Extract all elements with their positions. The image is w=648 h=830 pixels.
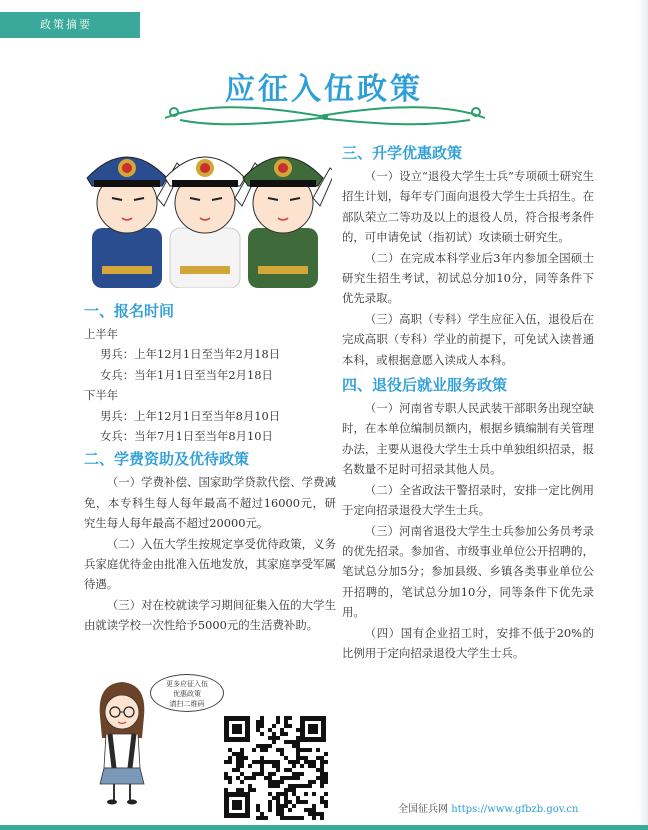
left-column — [84, 300, 336, 636]
employment-paragraph-1: （一）河南省专职人民武装干部职务出现空缺时，在本单位编制员额内，根据乡镇编制有关管理办法，主要从退役大学生士兵中单独组织招录，报名数量不足时可招录其他人员。 — [342, 401, 594, 477]
speech-bubble — [150, 674, 224, 712]
page-edge — [638, 0, 648, 830]
qr-code[interactable] — [220, 712, 330, 822]
girl-illustration — [92, 676, 152, 806]
second-half-female: 女兵：当年7月1日至当年8月10日 — [100, 429, 273, 444]
bubble-line-3: 请扫二维码 — [169, 700, 205, 708]
bubble-line-2: 优惠政策 — [173, 690, 201, 698]
second-half-label: 下半年 — [84, 388, 119, 403]
heading-education: 三、升学优惠政策 — [342, 144, 463, 162]
first-half-male: 男兵：上年12月1日至当年2月18日 — [100, 347, 281, 362]
tuition-paragraph-1: （一）学费补偿、国家助学贷款代偿、学费减免，本专科生每人每年最高不超过16000元，研究生每人每年最高不超过20000元。 — [84, 475, 336, 531]
tuition-paragraph-3: （三）对在校就读学习期间征集入伍的大学生由就读学校一次性给予5000元的生活费补助。 — [84, 597, 336, 633]
second-half-male: 男兵：上年12月1日至当年8月10日 — [100, 408, 281, 423]
right-column — [342, 142, 594, 663]
heading-employment: 四、退役后就业服务政策 — [342, 376, 508, 395]
title-ornament — [160, 100, 490, 130]
education-paragraph-1: （一）设立“退役大学生士兵”专项硕士研究生招生计划，每年专门面向退役大学生士兵招生。在部队荣立二等功及以上的退役人员，符合报考条件的，可申请免试（指初试）攻读硕士研究生。 — [342, 169, 594, 245]
employment-paragraph-3: （三）河南省退役大学生士兵参加公务员考录的优先招录。参加省、市级事业单位公开招聘的，笔试总分加5分；参加县级、乡镇各类事业单位公开招聘的，笔试总分加10分，同等条件下优先录用。 — [342, 523, 594, 620]
section-tag: 政策摘要 — [0, 12, 140, 38]
tuition-paragraph-2: （二）入伍大学生按规定享受优待政策，义务兵家庭优待金由批准入伍地发放，其家庭享受军属待遇。 — [84, 536, 336, 592]
bottom-bar — [0, 825, 648, 830]
footer-site: 全国征兵网 — [398, 804, 448, 815]
education-paragraph-3: （三）高职（专科）学生应征入伍，退役后在完成高职（专科）学业的前提下，可免试入读普通本科，或根据意愿入读成人本科。 — [342, 311, 594, 367]
bubble-line-1: 更多应征入伍 — [166, 680, 208, 688]
page-title: 应征入伍政策 — [225, 72, 423, 107]
heading-tuition: 二、学费资助及优待政策 — [84, 450, 250, 469]
first-half-label: 上半年 — [84, 327, 119, 341]
soldier-figures — [82, 128, 332, 288]
heading-registration: 一、报名时间 — [84, 302, 175, 320]
footer-url[interactable]: https://www.gfbzb.gov.cn — [451, 804, 579, 815]
first-half-female: 女兵：当年1月1日至当年2月18日 — [100, 367, 273, 382]
employment-paragraph-2: （二）全省政法干警招录时，安排一定比例用于定向招录退役大学生士兵。 — [342, 482, 594, 518]
employment-paragraph-4: （四）国有企业招工时，安排不低于20%的比例用于定向招录退役大学生士兵。 — [342, 625, 594, 660]
education-paragraph-2: （二）在完成本科学业后3年内参加全国硕士研究生招生考试，初试总分加10分，同等条件下优先录取。 — [342, 250, 594, 306]
footer — [398, 800, 578, 815]
army-green-soldier — [243, 157, 332, 288]
